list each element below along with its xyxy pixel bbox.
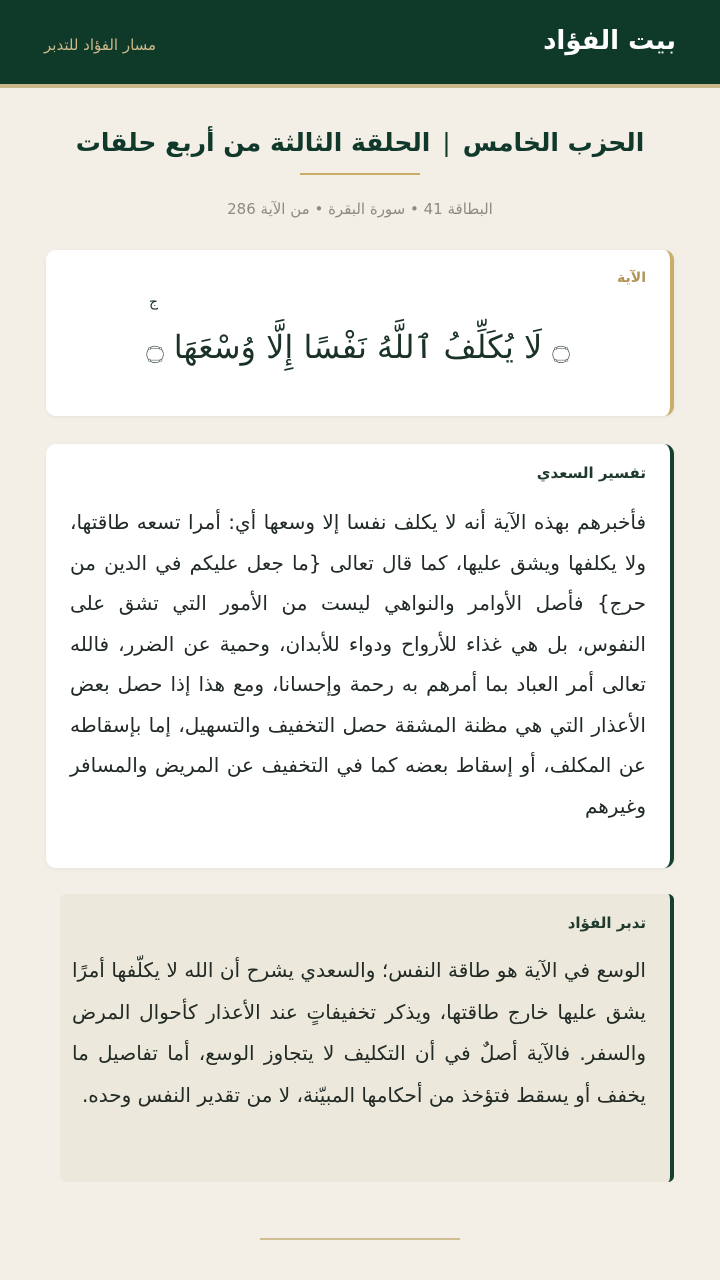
ayah-card [46, 250, 674, 416]
heading-separator: | [442, 128, 451, 157]
reflection-label: تدبر الفؤاد [567, 914, 646, 932]
heading-divider [300, 173, 420, 175]
nav-link-path[interactable]: مسار الفؤاد للتدبر [44, 36, 157, 54]
tafsir-label: تفسير السعدي [536, 464, 646, 482]
hizb-title: الحزب الخامس [462, 128, 645, 157]
bottom-divider [260, 1238, 460, 1240]
reflection-text: الوسع في الآية هو طاقة النفس؛ والسعدي يشرح أن الله لا يكلّفها أمرًا يشق عليها خارج طاقتها، ويذكر تخفيفاتٍ عند الأعذار كأحوال المرض والسفر. فالآية أصلٌ في أن التكليف لا يتجاوز الوسع، أما تفاصيل ما يخفف أو يسقط فتؤخذ من أحكامها المبيّنة، لا من تقدير النفس وحده. [72, 958, 646, 1107]
top-bar [0, 0, 720, 88]
ayah-text-line [46, 328, 670, 366]
app-brand[interactable]: بيت الفؤاد [543, 26, 676, 56]
episode-title: الحلقة الثالثة من أربع حلقات [75, 128, 431, 157]
tafsir-card [46, 444, 674, 868]
ayah-ornament-left-icon: ۝ [146, 331, 164, 366]
card-meta: البطاقة 41 • سورة البقرة • من الآية 286 [227, 200, 493, 218]
ayah-label: الآية [617, 270, 646, 286]
ayah-ornament-right-icon: ۝ [552, 331, 570, 366]
section-heading [0, 128, 720, 157]
reflection-card [60, 894, 674, 1182]
waqf-mark: ج [148, 294, 158, 310]
ayah-text: لَا يُكَلِّفُ ٱللَّهُ نَفْسًا إِلَّا وُسْعَهَا [173, 328, 543, 366]
tafsir-text: فأخبرهم بهذه الآية أنه لا يكلف نفسا إلا وسعها أي: أمرا تسعه طاقتها، ولا يكلفها ويشق عليها، كما قال تعالى {ما جعل عليكم في الدين من حرج} فأصل الأوامر والنواهي ليست من الأمور التي تشق على النفوس، بل هي غذاء للأرواح ودواء للأبدان، وحمية عن الضرر، فالله تعالى أمر العباد بما أمرهم به رحمة وإحسانا، ومع هذا إذا حصل بعض الأعذار التي هي مظنة المشقة حصل التخفيف والتسهيل، إما بإسقاطه عن المكلف، أو إسقاط بعضه كما في التخفيف عن المريض والمسافر وغيرهم [70, 510, 646, 818]
